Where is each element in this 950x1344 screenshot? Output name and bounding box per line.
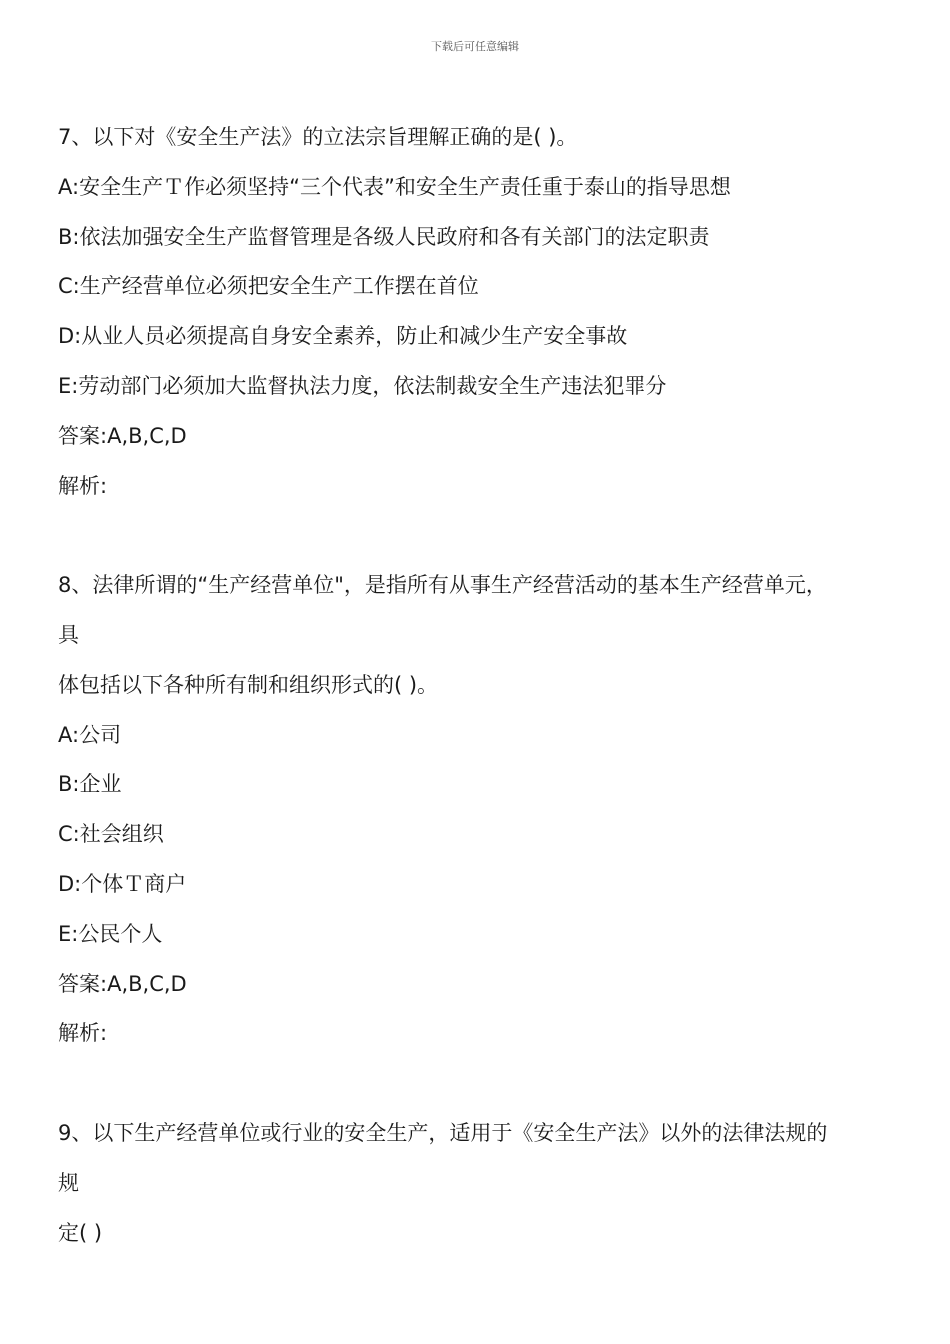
option-a: A:安全生产Ｔ作必须坚持“三个代表”和安全生产责任重于泰山的指导思想 bbox=[58, 174, 731, 199]
question-text: 9、以下生产经营单位或行业的安全生产，适用于《安全生产法》以外的法律法规的 bbox=[58, 1120, 828, 1145]
document-body bbox=[58, 113, 908, 1258]
option-b: B:企业 bbox=[58, 772, 122, 797]
option-e: E:公民个人 bbox=[58, 921, 163, 946]
question-text: 7、以下对《安全生产法》的立法宗旨理解正确的是( )。 bbox=[58, 125, 578, 149]
spacer bbox=[58, 1059, 908, 1109]
page-header-note: 下载后可任意编辑 bbox=[431, 40, 519, 53]
question-9 bbox=[58, 1109, 908, 1258]
question-text: 8、法律所谓的“生产经营单位"，是指所有从事生产经营活动的基本生产经营单元， bbox=[58, 573, 827, 598]
option-d: D:个体Ｔ商户 bbox=[58, 871, 187, 896]
answer: 答案:A,B,C,D bbox=[58, 971, 187, 996]
option-a: A:公司 bbox=[58, 722, 122, 747]
question-text-continued: 体包括以下各种所有制和组织形式的( )。 bbox=[58, 672, 439, 697]
option-c: C:生产经营单位必须把安全生产工作摆在首位 bbox=[58, 274, 479, 299]
question-8 bbox=[58, 561, 908, 1059]
spacer bbox=[58, 511, 908, 561]
question-text-continued: 定( ) bbox=[58, 1220, 103, 1245]
option-c: C:社会组织 bbox=[58, 822, 164, 847]
question-text-continued: 规 bbox=[58, 1170, 79, 1195]
option-e: E:劳动部门必须加大监督执法力度，依法制裁安全生产违法犯罪分 bbox=[58, 373, 667, 398]
question-text-continued: 具 bbox=[58, 622, 79, 647]
option-b: B:依法加强安全生产监督管理是各级人民政府和各有关部门的法定职责 bbox=[58, 224, 710, 249]
answer: 答案:A,B,C,D bbox=[58, 423, 187, 448]
option-d: D:从业人员必须提高自身安全素养，防止和减少生产安全事故 bbox=[58, 324, 628, 349]
question-7 bbox=[58, 113, 908, 511]
analysis: 解析: bbox=[58, 1021, 108, 1046]
analysis: 解析: bbox=[58, 473, 108, 498]
